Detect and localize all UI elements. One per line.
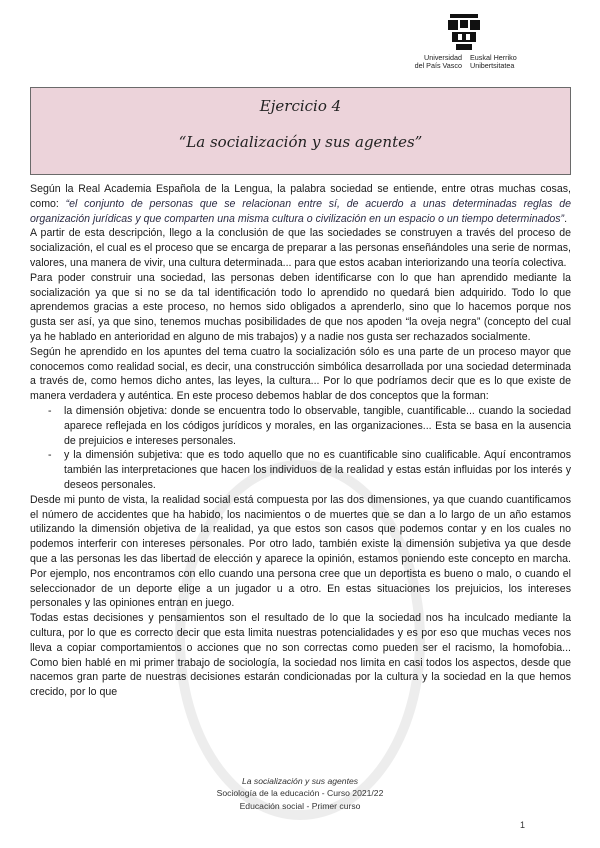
footer-course: Sociología de la educación - Curso 2021/22 bbox=[216, 788, 384, 799]
paragraph: Según he aprendido en los apuntes del tema cuatro la socialización sólo es una parte de un proceso mayor que conocemos como realidad social, es decir, una construcción simbólica desarrollada por una sociedad determinada a través de, como hemos dicho antes, las leyes, la cultura... Por lo que podríamos decir que es lo que existe de manera verdadera y auténtica. En este proceso debemos hablar de dos conceptos que la forman: bbox=[30, 345, 571, 403]
exercise-subtitle: “La socialización y sus agentes” bbox=[178, 133, 423, 151]
dimensions-list bbox=[42, 404, 571, 493]
paragraph: Para poder construir una sociedad, las personas deben identificarse con lo que han aprendido mediante la socialización ya que si no se da tal identificación todo lo aprendido no quedará bien adquirido. Todo lo que aprendemos gracias a este proceso, no hemos sido obligados a aprenderlo, sino que lo hacemos porque nos gusta ser así, ya que sino, tenemos muchas posibilidades de que nos apoden “la oveja negra” (concepto del cual ya he hablado en anterioridad en alguno de mis trabajos) y a nadie nos gusta ser rechazados socialmente. bbox=[30, 271, 571, 343]
title-box bbox=[30, 87, 571, 175]
university-logo bbox=[400, 14, 570, 74]
list-item: - la dimensión objetiva: donde se encuentra todo lo observable, tangible, cuantificable... cuando la sociedad aparece reflejada en los códigos jurídicos y morales, en las organizaciones... Esta se basa en la ausencia de prejuicios e intereses personales. bbox=[42, 404, 571, 448]
list-item: - y la dimensión subjetiva: que es todo aquello que no es cuantificable sino cualificable. Aquí encontramos también las interpretaciones que hacen los individuos de la realidad y estas están influidas por los interés y deseos personales. bbox=[42, 448, 571, 492]
university-name-eu: Euskal Herriko Unibertsitatea bbox=[470, 53, 517, 71]
exercise-title: Ejercicio 4 bbox=[259, 97, 342, 115]
footer-program: Educación social - Primer curso bbox=[239, 800, 361, 811]
university-emblem-icon bbox=[444, 14, 484, 52]
paragraph: Todas estas decisiones y pensamientos son el resultado de lo que la sociedad nos ha inculcado mediante la cultura, por lo que es correcto decir que esta limita nuestras potencialidades y es por eso que muchas veces nos lleva a copiar comportamientos o acciones que no son correctas como pueden ser el racismo, la homofobia... Como bien hablé en mi primer trabajo de sociología, la sociedad nos limita en casi todos los aspectos, desde que nacemos gran parte de nuestras decisiones estarán condicionadas por la cultura y la sociedad en la que hemos crecido, por lo que bbox=[30, 612, 571, 699]
paragraph-definition: Según la Real Academia Española de la Lengua, la palabra sociedad se entiende, entre otras muchas cosas, como: “el conjunto de personas que se relacionan entre sí, de acuerdo a unas determinadas reglas de organización jurídicas y que comparten una misma cultura o civilización en un espacio o un tiempo determinados”. bbox=[30, 183, 571, 225]
university-name-es: Universidad del País Vasco bbox=[414, 53, 462, 71]
quote: “el conjunto de personas que se relacionan entre sí, de acuerdo a unas determinadas reglas de organización jurídicas y que comparten una misma cultura o civilización en un espacio o un tiempo determinados” bbox=[30, 197, 571, 225]
paragraph: Desde mi punto de vista, la realidad social está compuesta por las dos dimensiones, ya que cuando cuantificamos el número de accidentes que ha habido, los nacimientos o de muertes que se dan a lo largo de un año estamos utilizando la dimensión objetiva de la realidad, ya que estos son casos que podemos contar y en los cuales no podemos interferir con intereses personales. Por otro lado, también existe la dimensión subjetiva ya que desde que a las personas les das libertad de elección y aparece la opinión, estamos poniendo este concepto en marcha. Por ejemplo, nos encontramos con ello cuando una persona cree que un deportista es bueno o malo, o cuando el seleccionador de un deporte elige a un jugador u a otro. En estas situaciones los prejuicios, los intereses personales y las opiniones entran en juego. bbox=[30, 493, 571, 610]
document-body bbox=[30, 182, 571, 700]
paragraph: A partir de esta descripción, llego a la conclusión de que las sociedades se construyen a través del proceso de socialización, el cual es el proceso que se encarga de preparar a las personas enseñándoles una serie de normas, valores, una manera de vivir, una cultura determinada... para que estos acaban interiorizando una teoría colectiva. bbox=[30, 227, 571, 269]
page-number: 1 bbox=[520, 820, 526, 830]
footer-title: La socialización y sus agentes bbox=[241, 776, 359, 786]
page-footer bbox=[0, 775, 600, 812]
